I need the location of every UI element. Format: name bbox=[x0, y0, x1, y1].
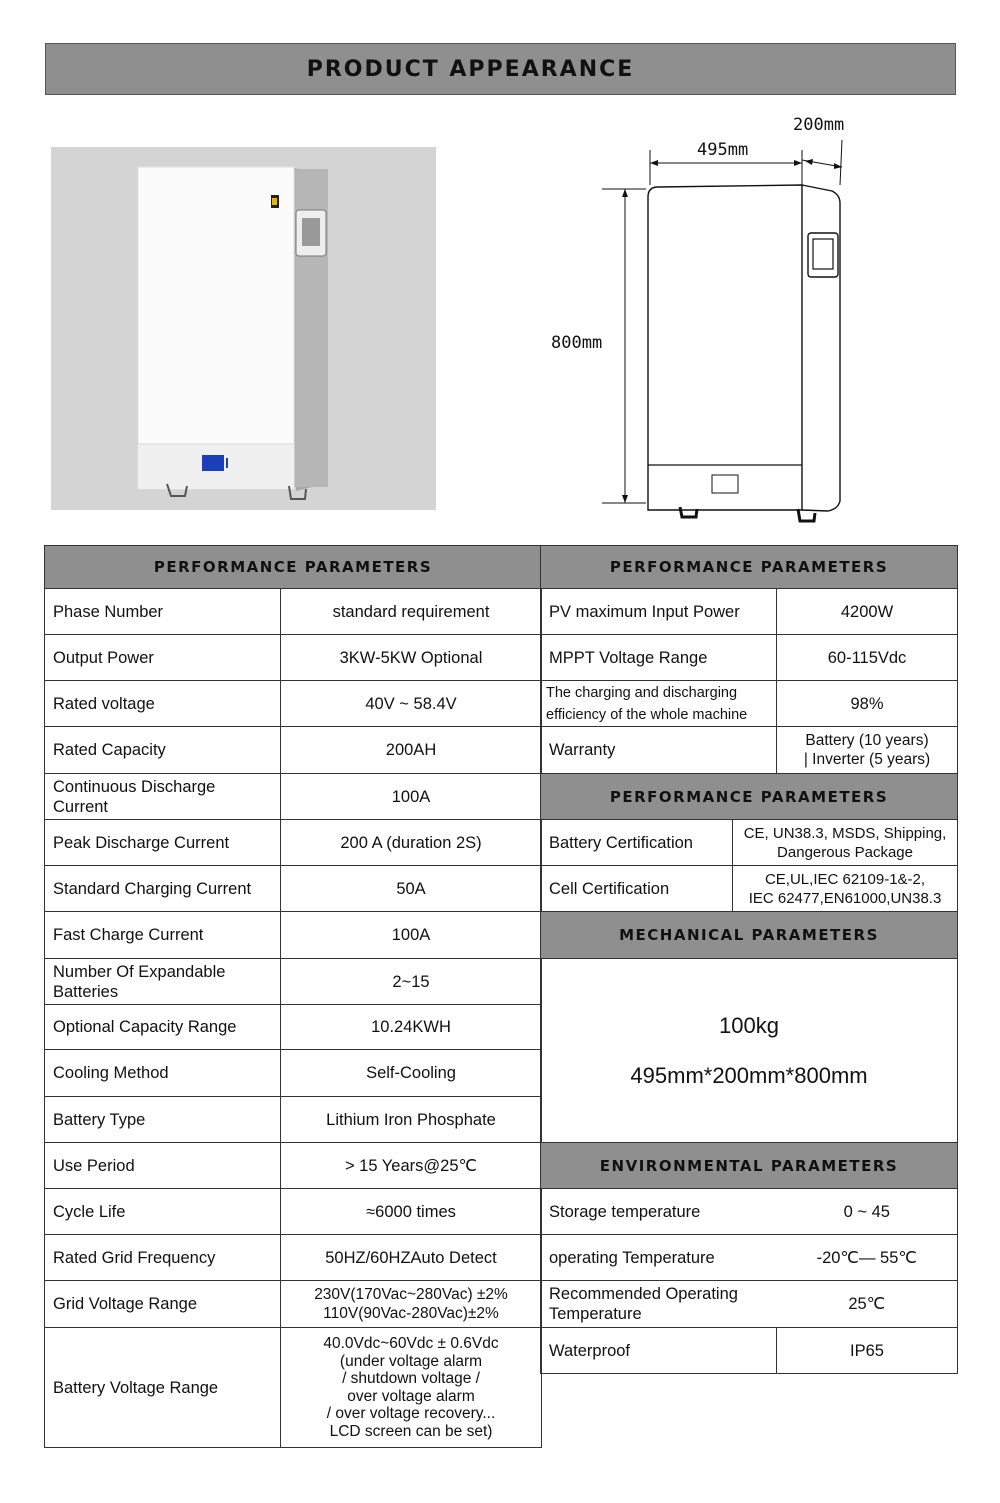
row-value: 10.24KWH bbox=[281, 1005, 542, 1050]
row-value: CE,UL,IEC 62109-1&-2, IEC 62477,EN61000,UN38.3 bbox=[733, 866, 958, 912]
row-value: 230V(170Vac~280Vac) ±2% 110V(90Vac-280Vac)±2% bbox=[281, 1281, 542, 1328]
section-banner bbox=[45, 43, 956, 95]
height-dimension-label: 800mm bbox=[551, 333, 603, 353]
row-label: Peak Discharge Current bbox=[45, 820, 281, 866]
row-label: Battery Certification bbox=[541, 820, 733, 866]
row-value: standard requirement bbox=[281, 589, 542, 635]
row-value: Lithium Iron Phosphate bbox=[281, 1097, 542, 1143]
row-label: The charging and discharging efficiency of the whole machine bbox=[541, 681, 777, 727]
row-label: Rated Capacity bbox=[45, 727, 281, 774]
row-value: 25℃ bbox=[777, 1281, 958, 1328]
banner-title: PRODUCT APPEARANCE bbox=[306, 56, 635, 82]
row-label: Cell Certification bbox=[541, 866, 733, 912]
mechanical-dimensions: 495mm*200mm*800mm bbox=[630, 1062, 868, 1088]
row-value: 100A bbox=[281, 912, 542, 959]
row-label: Optional Capacity Range bbox=[45, 1005, 281, 1050]
row-label: Continuous Discharge Current bbox=[45, 774, 281, 820]
row-label: Waterproof bbox=[541, 1328, 777, 1374]
row-value: 0 ~ 45 bbox=[777, 1189, 958, 1235]
mechanical-cell bbox=[541, 959, 958, 1143]
row-label: Use Period bbox=[45, 1143, 281, 1189]
row-label: Recommended Operating Temperature bbox=[541, 1281, 777, 1328]
row-value: 98% bbox=[777, 681, 958, 727]
row-label: Fast Charge Current bbox=[45, 912, 281, 959]
row-value: Self-Cooling bbox=[281, 1050, 542, 1097]
row-value: 40V ~ 58.4V bbox=[281, 681, 542, 727]
row-label: PV maximum Input Power bbox=[541, 589, 777, 635]
row-label: Grid Voltage Range bbox=[45, 1281, 281, 1328]
row-value: 200AH bbox=[281, 727, 542, 774]
depth-dimension-label: 200mm bbox=[793, 115, 845, 135]
product-photo bbox=[51, 147, 436, 510]
row-value: 3KW-5KW Optional bbox=[281, 635, 542, 681]
width-dimension-label: 495mm bbox=[697, 140, 749, 160]
row-label: Cooling Method bbox=[45, 1050, 281, 1097]
row-value: 50HZ/60HZAuto Detect bbox=[281, 1235, 542, 1281]
row-value: IP65 bbox=[777, 1328, 958, 1374]
row-label: Rated voltage bbox=[45, 681, 281, 727]
row-label: operating Temperature bbox=[541, 1235, 777, 1281]
row-value: 2~15 bbox=[281, 959, 542, 1005]
mechanical-weight: 100kg bbox=[719, 1012, 779, 1038]
performance-table-left bbox=[44, 545, 542, 1448]
row-value: -20℃— 55℃ bbox=[777, 1235, 958, 1281]
row-value: 40.0Vdc~60Vdc ± 0.6Vdc (under voltage alarm / shutdown voltage / over voltage alarm / over voltage recovery... LCD screen can be set) bbox=[281, 1328, 542, 1448]
row-label: Number Of Expandable Batteries bbox=[45, 959, 281, 1005]
row-label: Warranty bbox=[541, 727, 777, 774]
row-value: 4200W bbox=[777, 589, 958, 635]
row-value: 200 A (duration 2S) bbox=[281, 820, 542, 866]
row-label: Standard Charging Current bbox=[45, 866, 281, 912]
row-value: CE, UN38.3, MSDS, Shipping, Dangerous Package bbox=[733, 820, 958, 866]
row-label: MPPT Voltage Range bbox=[541, 635, 777, 681]
right-cert-header: PERFORMANCE PARAMETERS bbox=[541, 774, 958, 820]
row-value: > 15 Years@25℃ bbox=[281, 1143, 542, 1189]
row-label: Storage temperature bbox=[541, 1189, 777, 1235]
row-label: Rated Grid Frequency bbox=[45, 1235, 281, 1281]
left-header: PERFORMANCE PARAMETERS bbox=[45, 546, 542, 589]
row-label: Battery Type bbox=[45, 1097, 281, 1143]
performance-table-right bbox=[540, 545, 958, 1374]
row-label: Phase Number bbox=[45, 589, 281, 635]
right-perf-header: PERFORMANCE PARAMETERS bbox=[541, 546, 958, 589]
right-env-header: ENVIRONMENTAL PARAMETERS bbox=[541, 1143, 958, 1189]
row-value: 100A bbox=[281, 774, 542, 820]
row-value: 50A bbox=[281, 866, 542, 912]
row-value: ≈6000 times bbox=[281, 1189, 542, 1235]
row-value: Battery (10 years) | Inverter (5 years) bbox=[777, 727, 958, 774]
dimension-drawing bbox=[540, 105, 870, 535]
row-label: Cycle Life bbox=[45, 1189, 281, 1235]
row-value: 60-115Vdc bbox=[777, 635, 958, 681]
row-label: Output Power bbox=[45, 635, 281, 681]
right-mech-header: MECHANICAL PARAMETERS bbox=[541, 912, 958, 959]
row-label: Battery Voltage Range bbox=[45, 1328, 281, 1448]
